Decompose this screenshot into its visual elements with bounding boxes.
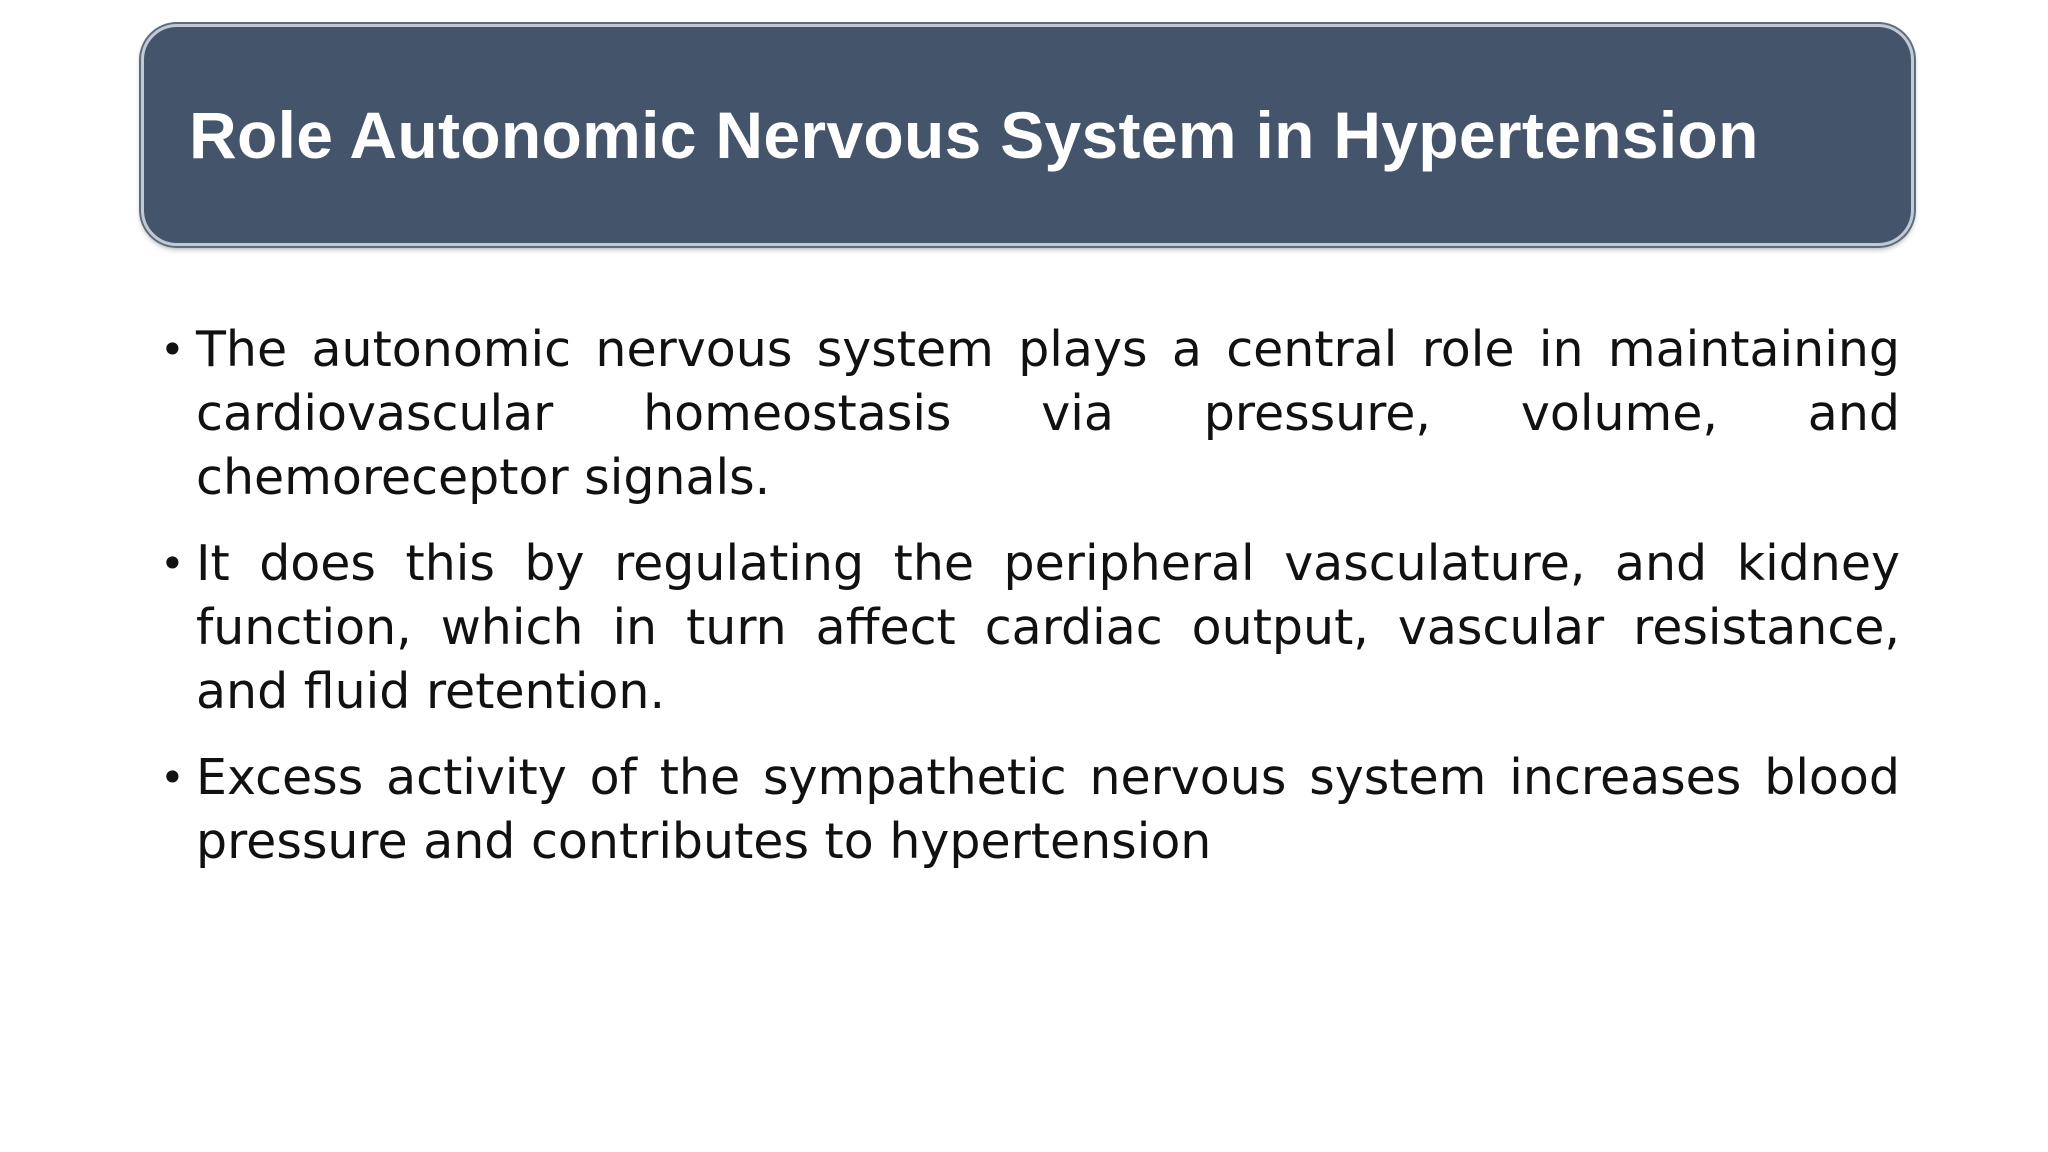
bullet-item	[160, 532, 1900, 724]
bullet-text: It does this by regulating the peripheral vasculature, and kidney function, which in turn affect cardiac output, vascular resistance, and fluid retention.	[196, 535, 1900, 720]
slide-title: Role Autonomic Nervous System in Hypertension	[189, 98, 1759, 172]
bullet-list	[160, 318, 1900, 896]
title-banner	[141, 24, 1914, 246]
bullet-text: Excess activity of the sympathetic nervous system increases blood pressure and contributes to hypertension	[196, 749, 1900, 870]
bullet-text: The autonomic nervous system plays a central role in maintaining cardiovascular homeostasis via pressure, volume, and chemoreceptor signals.	[196, 321, 1900, 506]
bullet-dot-icon: •	[160, 539, 185, 588]
bullet-item	[160, 746, 1900, 874]
bullet-dot-icon: •	[160, 325, 185, 374]
bullet-dot-icon: •	[160, 753, 185, 802]
bullet-item	[160, 318, 1900, 510]
